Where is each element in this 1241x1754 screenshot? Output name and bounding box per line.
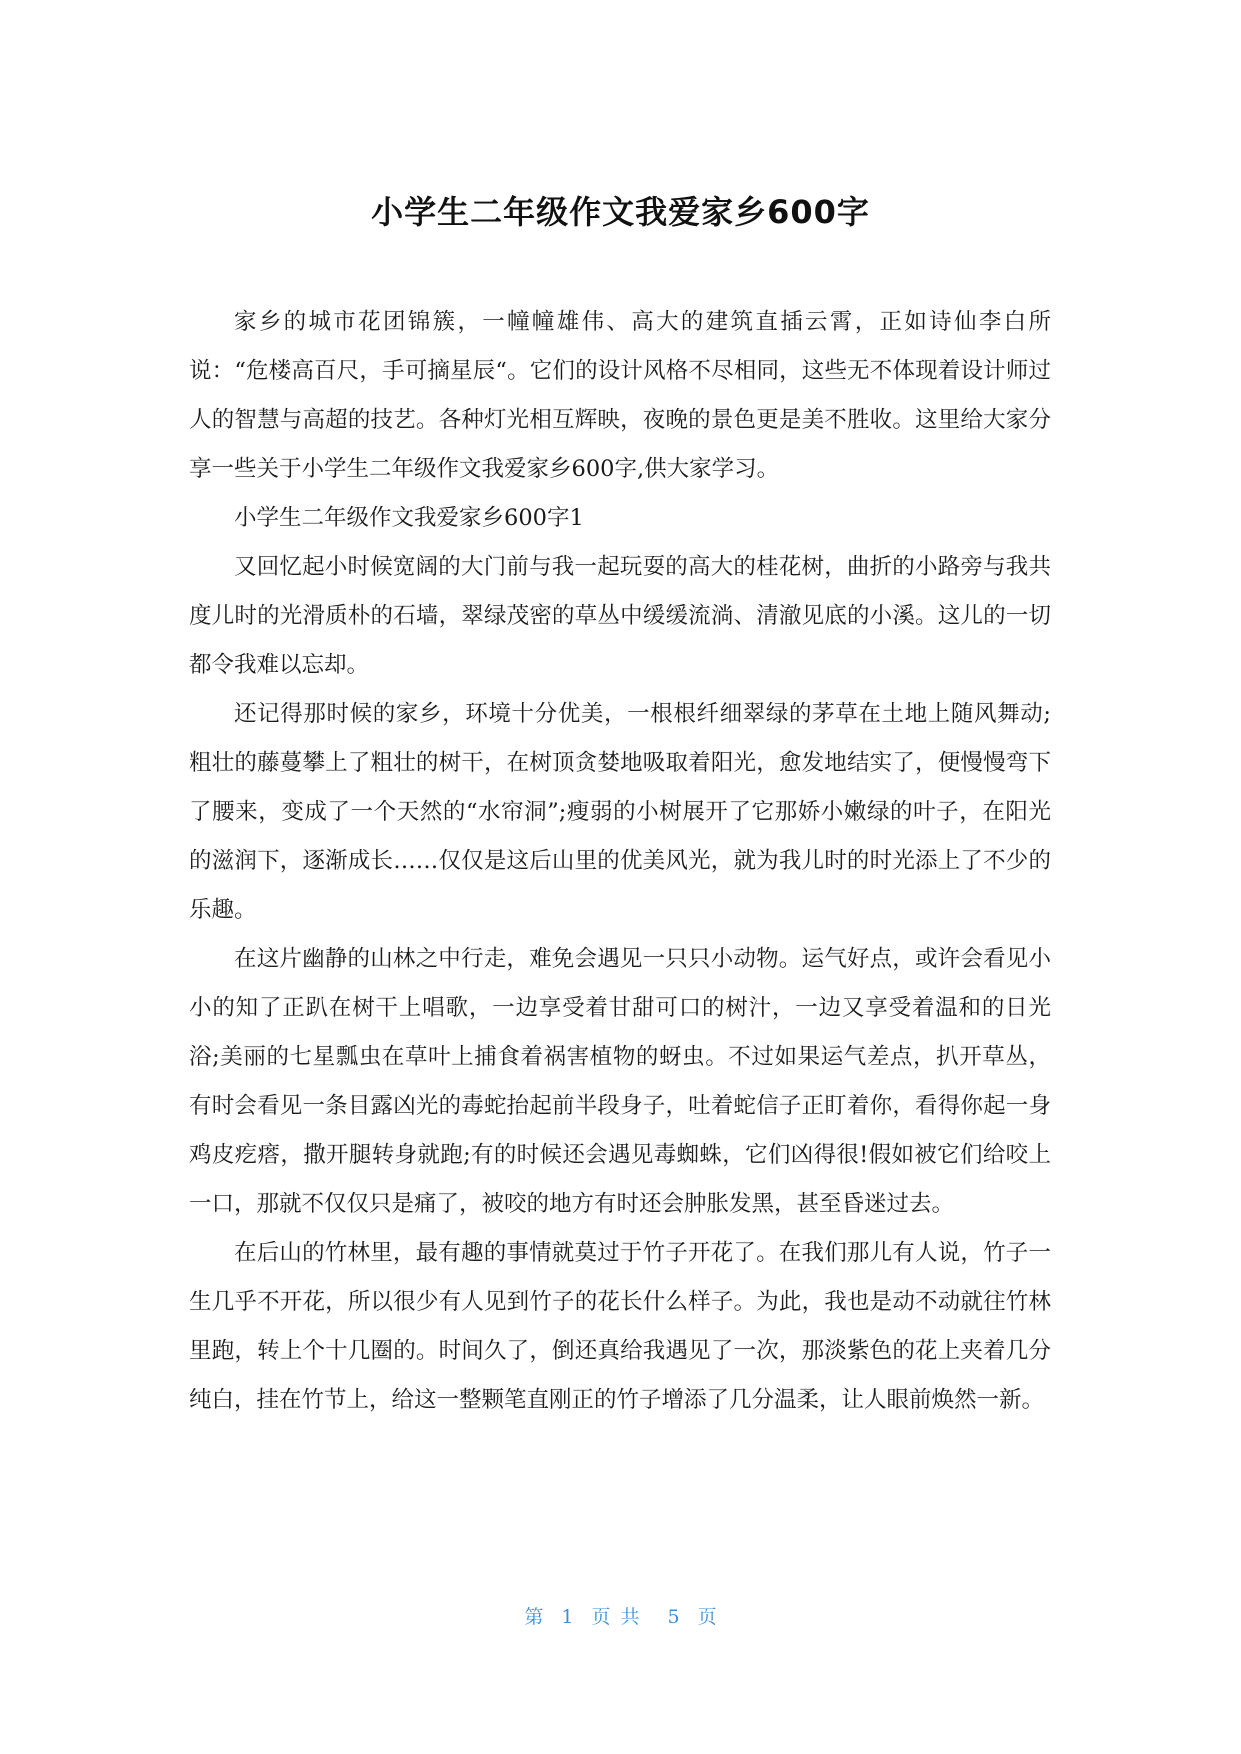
document-title: 小学生二年级作文我爱家乡600字 bbox=[371, 193, 870, 231]
document-body bbox=[189, 298, 1051, 1425]
body-paragraph: 还记得那时候的家乡，环境十分优美，一根根纤细翠绿的茅草在土地上随风舞动;粗壮的藤蔓攀上了粗壮的树干，在树顶贪婪地吸取着阳光，愈发地结实了，便慢慢弯下了腰来，变成了一个天然的“水帘洞”;瘦弱的小树展开了它那娇小嫩绿的叶子，在阳光的滋润下，逐渐成长……仅仅是这后山里的优美风光，就为我儿时的时光添上了不少的乐趣。 bbox=[189, 701, 1051, 923]
page-current-number: 1 bbox=[561, 1606, 574, 1628]
body-paragraph: 在这片幽静的山林之中行走，难免会遇见一只只小动物。运气好点，或许会看见小小的知了正趴在树干上唱歌，一边享受着甘甜可口的树汁，一边又享受着温和的日光浴;美丽的七星瓢虫在草叶上捕食着祸害植物的蚜虫。不过如果运气差点，扒开草丛，有时会看见一条目露凶光的毒蛇抬起前半段身子，吐着蛇信子正盯着你，看得你起一身鸡皮疙瘩，撒开腿转身就跑;有的时候还会遇见毒蜘蛛，它们凶得很!假如被它们给咬上一口，那就不仅仅只是痛了，被咬的地方有时还会肿胀发黑，甚至昏迷过去。 bbox=[189, 946, 1051, 1217]
page-suffix-label: 页 bbox=[697, 1606, 717, 1628]
page-label: 第 bbox=[524, 1606, 544, 1628]
intro-paragraph: 家乡的城市花团锦簇，一幢幢雄伟、高大的建筑直插云霄，正如诗仙李白所说：“危楼高百尺，手可摘星辰“。它们的设计风格不尽相同，这些无不体现着设计师过人的智慧与高超的技艺。各种灯光相互辉映，夜晚的景色更是美不胜收。这里给大家分享一些关于小学生二年级作文我爱家乡600字,供大家学习。 bbox=[189, 309, 1051, 482]
page-footer bbox=[0, 1602, 1241, 1629]
page-mid-label: 页共 bbox=[591, 1606, 650, 1628]
body-paragraph: 在后山的竹林里，最有趣的事情就莫过于竹子开花了。在我们那儿有人说，竹子一生几乎不开花，所以很少有人见到竹子的花长什么样子。为此，我也是动不动就往竹林里跑，转上个十几圈的。时间久了，倒还真给我遇见了一次，那淡紫色的花上夹着几分纯白，挂在竹节上，给这一整颗笔直刚正的竹子增添了几分温柔，让人眼前焕然一新。 bbox=[189, 1240, 1051, 1413]
section-heading: 小学生二年级作文我爱家乡600字1 bbox=[234, 505, 584, 531]
page-total-number: 5 bbox=[667, 1606, 680, 1628]
body-paragraph: 又回忆起小时候宽阔的大门前与我一起玩耍的高大的桂花树，曲折的小路旁与我共度儿时的光滑质朴的石墙，翠绿茂密的草丛中缓缓流淌、清澈见底的小溪。这儿的一切都令我难以忘却。 bbox=[189, 554, 1051, 678]
